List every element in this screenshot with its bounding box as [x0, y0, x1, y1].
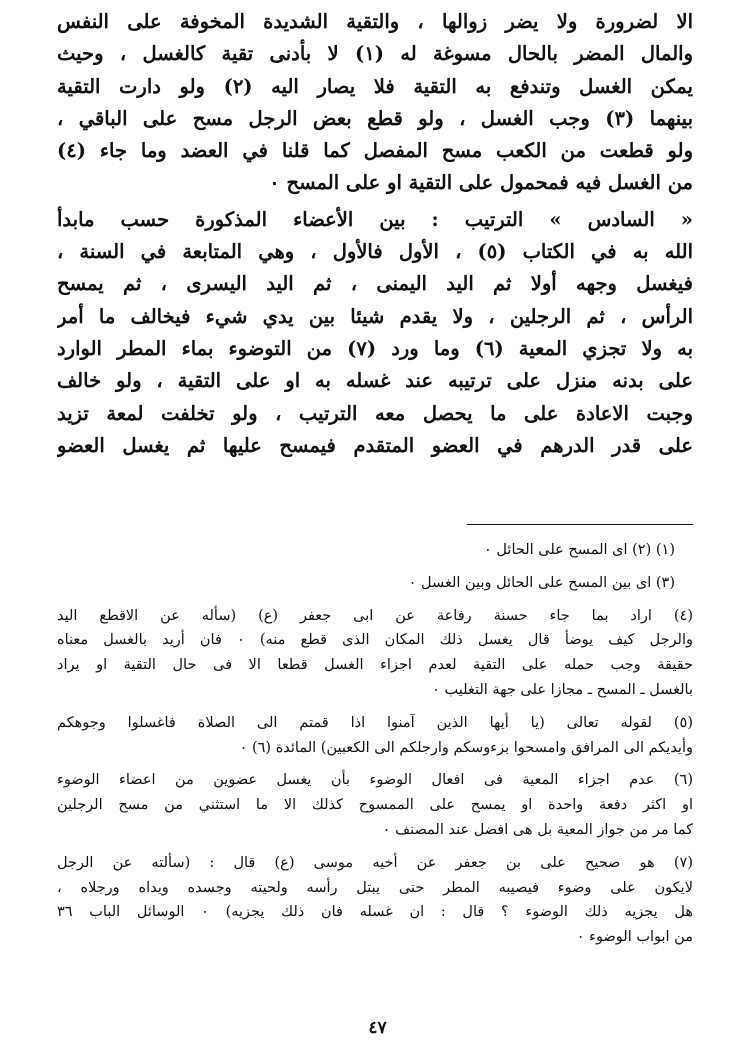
footnote-line: (٦) عدم اجزاء المعية فى افعال الوضوء بأن يغسل عضوين من اعضاء الوضوء — [57, 772, 693, 789]
paragraph-1 — [57, 6, 693, 200]
footnote-line: وأيديكم الى المرافق وامسحوا برءوسكم وارجلكم الى الكعبين) المائدة (٦) ٠ — [239, 739, 693, 756]
footnote-3 — [57, 571, 693, 596]
footnote-line: (٤) اراد بما جاء حسنة رفاعة عن ابى جعفر (ع) (سأله عن الاقطع اليد — [57, 607, 693, 624]
text-line: على قدر الدرهم في العضو المتقدم فيمسح عليها ثم يغسل العضو — [57, 433, 693, 457]
footnote-line: بالغسل ـ المسح ـ مجازا على جهة التغليب ٠ — [432, 681, 693, 698]
footnote-line: من ابواب الوضوء ٠ — [576, 929, 693, 946]
page-number: ٤٧ — [368, 1018, 387, 1038]
footnote-line: والرجل كيف يوضأ قال يغسل ذلك المكان الذى قطع منه) ٠ فان أريد بالغسل معناه — [57, 632, 693, 649]
text-line: فيغسل وجهه أولا ثم اليد اليمنى ، ثم اليد اليسرى ، ثم يمسح — [57, 272, 693, 296]
footnote-line: لايكون على وضوء فيصيبه المطر حتى يبتل رأسه ولحيته وجسده ويداه ورجلاه ، — [57, 879, 693, 896]
text-line: وجبت الاعادة على ما يحصل معه الترتيب ، ولو تخلفت لمعة تزيد — [57, 401, 693, 425]
footnote-line: (٧) هو صحيح على بن جعفر عن أخيه موسى (ع) قال : (سألته عن الرجل — [57, 854, 693, 871]
text-line: والمال المضر بالحال مسوغة له (١) لا بأدنى تقية كالغسل ، وحيث — [57, 42, 693, 66]
footnote-line: (١) (٢) اى المسح على الحائل ٠ — [484, 542, 675, 558]
footnote-7 — [57, 851, 693, 950]
footnote-line: حقيقة وجب حمله على التقية لعدم اجزاء الغسل قطعا الا فى حال التقية او يراد — [57, 657, 693, 674]
footnote-line: (٣) اى بين المسح على الحائل وبين الغسل ٠ — [408, 574, 675, 591]
text-line: « السادس » الترتيب : بين الأعضاء المذكورة حسب مابدأ — [57, 207, 693, 231]
paragraph-2 — [57, 204, 693, 462]
footnote-6 — [57, 768, 693, 842]
text-line: الله به في الكتاب (٥) ، الأول فالأول ، وهي المتابعة في السنة ، — [57, 240, 693, 264]
footnote-1-2 — [57, 538, 693, 563]
text-line: به ولا تجزي المعية (٦) وما ورد (٧) من التوضوء بماء المطر الوارد — [57, 336, 693, 360]
text-line: يمكن الغسل وتندفع به التقية فلا يصار اليه (٢) ولو دارت التقية — [57, 74, 693, 98]
text-line: ولو قطعت من الكعب مسح المفصل كما قلنا في العضد وما جاء (٤) — [57, 139, 693, 163]
footnote-5 — [57, 711, 693, 761]
text-line: من الغسل فيه فمحمول على التقية او على المسح ٠ — [269, 171, 693, 195]
footnotes — [57, 538, 693, 958]
footnote-line: او اكثر دفعة واحدة او يمسح على الممسوح كذلك الا ما استثني من مسح الرجلين — [57, 797, 693, 814]
footnote-divider — [467, 524, 693, 525]
text-line: على بدنه منزل على ترتيبه عند غسله به او على التقية ، ولو خالف — [57, 369, 693, 393]
text-line: الا لضرورة ولا يضر زوالها ، والتقية الشديدة المخوفة على النفس — [57, 10, 693, 33]
footnote-line: كما مر من جواز المعية بل هى افضل عند المصنف ٠ — [382, 821, 693, 838]
footnote-line: هل يجزيه ذلك الوضوء ؟ قال : ان غسله فان ذلك يجزيه) ٠ الوسائل الباب ٣٦ — [57, 904, 693, 921]
footnote-line: (٥) لقوله تعالى (يا أيها الذين آمنوا اذا قمتم الى الصلاة فاغسلوا وجوهكم — [57, 714, 693, 731]
text-line: الرأس ، ثم الرجلين ، ولا يقدم شيئا بين يدي شيء فيخالف ما أمر — [57, 304, 693, 328]
main-text — [57, 6, 693, 462]
text-line: بينهما (٣) وجب الغسل ، ولو قطع بعض الرجل مسح على الباقي ، — [57, 106, 693, 130]
footnote-4 — [57, 604, 693, 703]
